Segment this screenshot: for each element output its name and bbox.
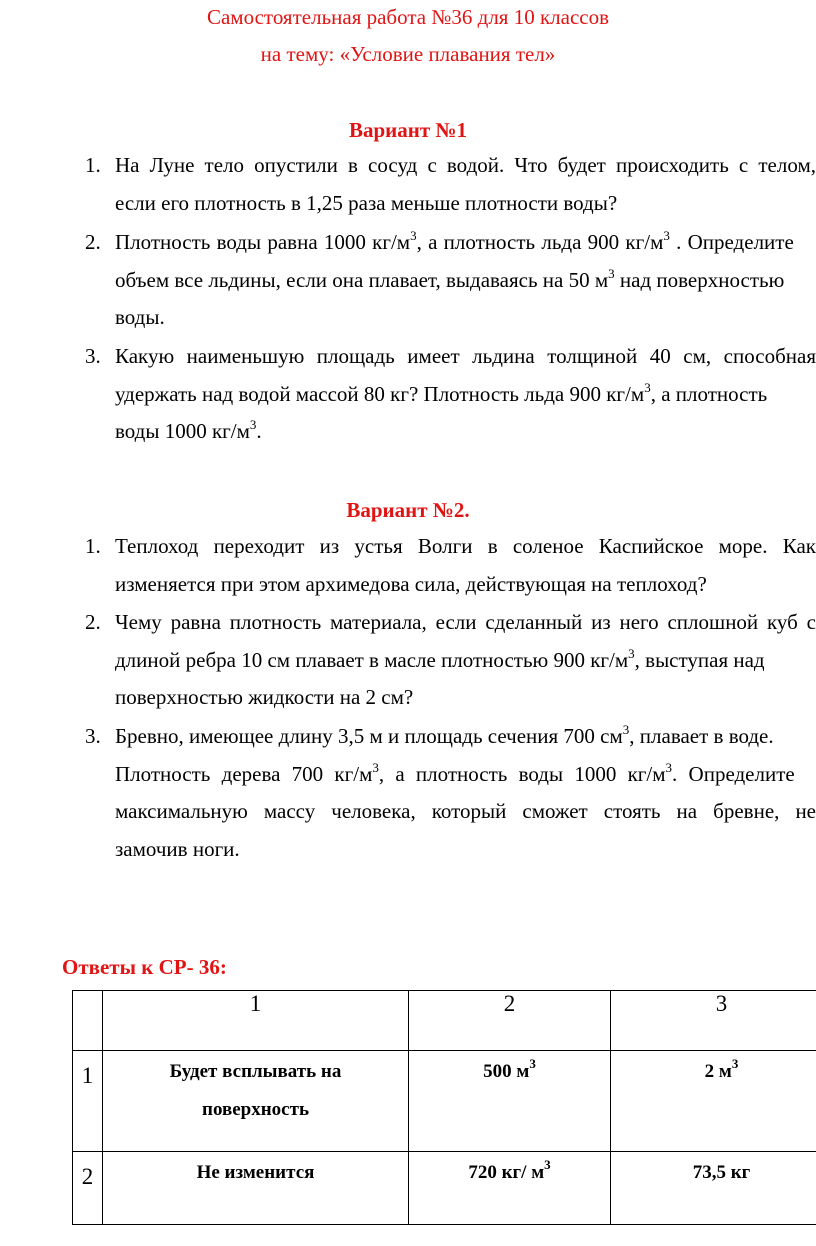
variant-2-heading: Вариант №2. — [346, 498, 470, 522]
question-text-line: Какую наименьшую площадь имеет льдина толщиной 40 см, способная — [115, 344, 816, 368]
answer-cell: 73,5 кг — [611, 1152, 816, 1225]
question-number: 1. — [85, 534, 101, 558]
document-title: Самостоятельная работа №36 для 10 классов — [206, 5, 610, 29]
answer-cell: 2 $м^3$ — [611, 1051, 816, 1152]
variant-2-question-2 — [85, 604, 816, 717]
question-text-line: изменяется при этом архимедова сила, действующая на теплоход? — [115, 571, 707, 596]
table-header-row — [73, 991, 816, 1051]
question-text-line: удержать над водой массой 80 кг? Плотность льда 900 $кг/м^3$, а плотность — [115, 379, 768, 406]
question-text-line: объем все льдины, если она плавает, выдаваясь на 50 $м^3$ над поверхностью — [115, 265, 785, 292]
variant-2-question-1 — [85, 528, 816, 603]
question-number: 3. — [85, 344, 101, 368]
variant-1-question-1 — [85, 147, 816, 222]
variant-1-question-2 — [85, 224, 816, 337]
row-number: 1 — [73, 1051, 103, 1152]
row-number: 2 — [73, 1152, 103, 1225]
variant-2-question-3 — [85, 718, 816, 868]
question-text-line: Бревно, имеющее длину 3,5 м и площадь сечения 700 $см^3$, плавает в воде. — [115, 722, 774, 748]
question-text-line: Чему равна плотность материала, если сделанный из него сплошной куб с — [115, 610, 816, 634]
question-number: 3. — [85, 724, 101, 748]
question-text-line: если его плотность в 1,25 раза меньше плотности воды? — [115, 190, 618, 215]
table-row — [73, 1152, 816, 1225]
answer-cell: 500 $м^3$ — [409, 1051, 611, 1152]
table-header-cell: 2 — [409, 991, 611, 1051]
document-subtitle: на тему: «Условие плавания тел» — [260, 42, 556, 66]
question-number: 1. — [85, 153, 101, 177]
question-text-line: Плотность дерева 700 $кг/м^3$, а плотность воды 1000 $кг/м^3$. Определите — [115, 759, 795, 786]
question-text-line: замочив ноги. — [115, 836, 240, 861]
answer-cell: Будет всплывать на поверхность — [103, 1051, 409, 1152]
question-text-line: Плотность воды равна 1000 $кг/м^3$, а плотность льда 900 $кг/м^3$ . Определите — [115, 228, 794, 254]
question-text-line: поверхностью жидкости на 2 см? — [115, 685, 414, 709]
question-number: 2. — [85, 610, 101, 634]
question-number: 2. — [85, 230, 101, 254]
table-header-cell: 3 — [611, 991, 816, 1051]
question-text-line: На Луне тело опустили в сосуд с водой. Что будет происходить с телом, — [115, 153, 816, 177]
table-header-cell — [73, 991, 103, 1051]
question-text-line: воды. — [115, 305, 165, 329]
table-header-cell: 1 — [103, 991, 409, 1051]
table-row — [73, 1051, 816, 1152]
variant-1-question-3 — [85, 338, 816, 451]
answer-cell: 720 кг/ $м^3$ — [409, 1152, 611, 1225]
question-text-line: Теплоход переходит из устья Волги в соленое Каспийское море. Как — [115, 534, 816, 558]
question-text-line: максимальную массу человека, который сможет стоять на бревне, не — [115, 799, 816, 823]
answer-cell: Не изменится — [103, 1152, 409, 1225]
answers-heading: Ответы к СР- 36: — [62, 955, 227, 979]
question-text-line: воды 1000 $кг/м^3$. — [115, 417, 262, 443]
variant-1-heading: Вариант №1 — [348, 118, 468, 142]
question-text-line: длиной ребра 10 см плавает в масле плотностью 900 $кг/м^3$, выступая над — [115, 645, 765, 672]
answers-table — [72, 990, 816, 1225]
